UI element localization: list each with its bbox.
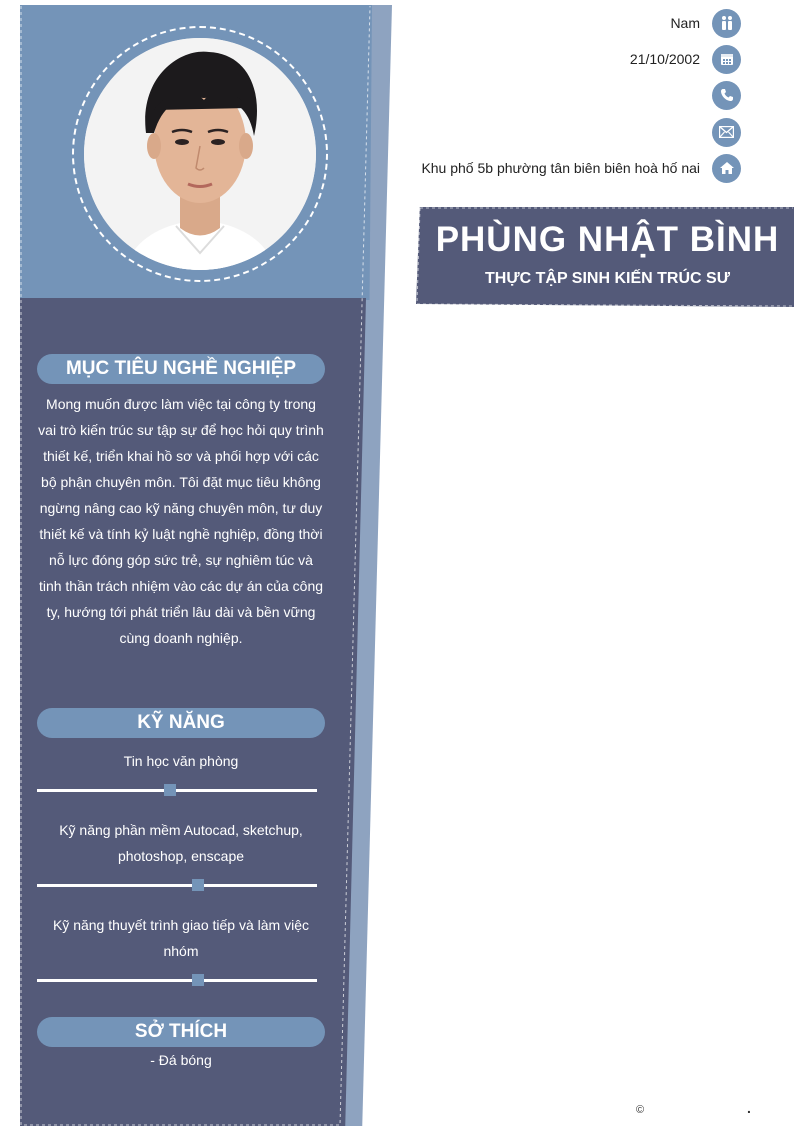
skill-level-handle — [192, 974, 204, 986]
gender-icon — [712, 9, 741, 38]
address-value: Khu phố 5b phường tân biên biên hoà hố nai — [421, 160, 700, 176]
phone-icon — [712, 81, 741, 110]
email-icon — [712, 118, 741, 147]
skill-name: Tin học văn phòng — [123, 753, 239, 769]
contact-gender-row — [670, 8, 741, 38]
hobbies-title: SỞ THÍCH — [37, 1017, 325, 1047]
contact-phone-row — [700, 80, 741, 110]
objective-title: MỤC TIÊU NGHỀ NGHIỆP — [37, 354, 325, 384]
skills-title: KỸ NĂNG — [37, 708, 325, 738]
hobbies-text: - Đá bóng — [150, 1052, 212, 1068]
home-icon — [712, 154, 741, 183]
portrait-photo — [84, 38, 316, 270]
skill-level-handle — [164, 784, 176, 796]
gender-value: Nam — [670, 15, 700, 31]
skill-level-handle — [192, 879, 204, 891]
avatar — [84, 38, 316, 270]
calendar-icon — [712, 45, 741, 74]
full-name: PHÙNG NHẬT BÌNH — [435, 220, 780, 259]
skill-name: Kỹ năng phần mềm Autocad, sketchup, photoshop, enscape — [59, 822, 303, 864]
skill-level-bar — [37, 789, 317, 792]
skill-level-bar — [37, 884, 317, 887]
contact-birthday-row — [630, 44, 741, 74]
footer-dot: . — [747, 1100, 751, 1116]
copyright-symbol: © — [636, 1104, 645, 1116]
skill-level-bar — [37, 979, 317, 982]
birthday-value: 21/10/2002 — [629, 51, 700, 67]
skill-name: Kỹ năng thuyết trình giao tiếp và làm việc nhóm — [52, 917, 310, 959]
job-title: THỰC TẬP SINH KIẾN TRÚC SƯ — [485, 270, 730, 287]
contact-address-row — [421, 153, 741, 183]
contact-email-row — [700, 117, 741, 147]
objective-text: Mong muốn được làm việc tại công ty trong vai trò kiến trúc sư tập sự để học hỏi quy trình thiết kế, triển khai hồ sơ và phối hợp với các bộ phận chuyên môn. Tôi đặt mục tiêu không ngừng nâng cao kỹ năng chuyên môn, tư duy thiết kế và tính kỷ luật nghề nghiệp, đồng thời nỗ lực đóng góp sức trẻ, sự nghiêm túc và tinh thần trách nhiệm vào các dự án của công ty, hướng tới phát triển lâu dài và bền vững cùng doanh nghiệp. — [38, 396, 324, 646]
